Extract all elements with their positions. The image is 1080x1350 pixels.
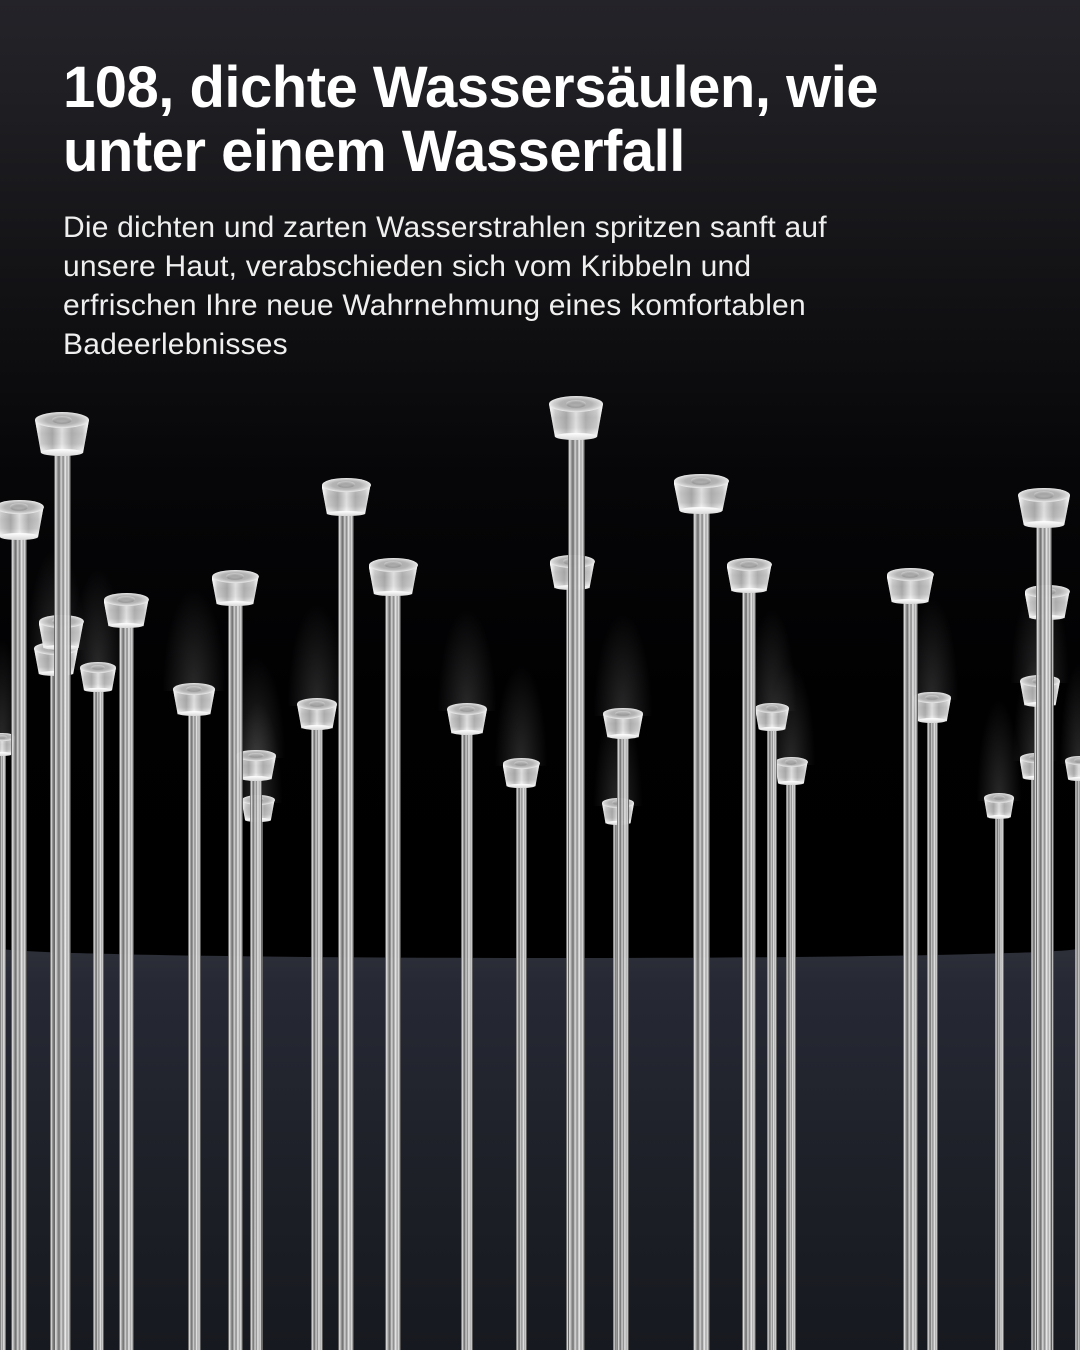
jet-nozzle-cap	[369, 558, 418, 595]
jet-water-column	[385, 588, 401, 1350]
jet-glow	[748, 611, 796, 711]
nozzle-cap-hole	[226, 573, 244, 580]
body-line-3: erfrischen Ihre neue Wahrnehmung eines komfortablen	[63, 289, 806, 322]
jet-water-column	[568, 430, 585, 1350]
nozzle-cap-hole	[691, 477, 712, 484]
nozzle-cap-foot	[327, 511, 364, 517]
jet-nozzle-cap	[34, 642, 78, 675]
jet-water-column	[903, 596, 918, 1350]
jet-glow	[72, 570, 125, 670]
nozzle-cap-foot	[39, 671, 72, 676]
jet-nozzle-cap	[674, 474, 729, 512]
nozzle-cap-hole	[337, 481, 356, 488]
nozzle-cap-rim	[549, 396, 603, 412]
nozzle-cap-body	[212, 577, 259, 605]
jet-water-column	[228, 598, 243, 1350]
jet-nozzle-cap	[913, 692, 951, 722]
nozzle-cap-body	[447, 709, 487, 734]
nozzle-cap-foot	[555, 585, 589, 590]
nozzle-cap-body	[887, 575, 934, 603]
nozzle-cap-hole	[514, 761, 528, 767]
jet-glow	[906, 600, 959, 700]
nozzle-cap-rim	[755, 703, 789, 713]
jet-water-column	[693, 504, 710, 1350]
nozzle-cap-body	[0, 507, 44, 538]
jet-nozzle-cap	[212, 570, 259, 605]
nozzle-cap-rim	[39, 615, 84, 628]
jet-water-column	[1041, 612, 1054, 1350]
nozzle-cap-body	[755, 708, 789, 730]
nozzle-cap-foot	[245, 818, 270, 822]
nozzle-cap-rim	[503, 758, 540, 769]
jet-water-column	[742, 585, 756, 1350]
jet-water-column	[566, 582, 579, 1350]
jet-nozzle-cap	[173, 683, 215, 715]
jet-glow	[0, 641, 21, 741]
nozzle-cap-rim	[297, 698, 337, 710]
nozzle-cap-foot	[1068, 777, 1080, 781]
jet-glow	[163, 591, 225, 691]
nozzle-cap-hole	[566, 400, 587, 408]
nozzle-cap-foot	[608, 734, 638, 739]
jet-water-column	[786, 779, 796, 1350]
nozzle-cap-hole	[52, 618, 69, 624]
headline-line-2: unter einem Wasserfall	[63, 119, 685, 184]
nozzle-cap-body	[549, 404, 603, 438]
jet-water-column	[11, 530, 27, 1350]
nozzle-cap-hole	[91, 665, 105, 671]
nozzle-cap-rim	[369, 558, 418, 572]
headline-line-1: 108, dichte Wassersäulen, wie	[63, 55, 879, 120]
nozzle-cap-rim	[984, 793, 1014, 803]
nozzle-cap-foot	[1023, 776, 1047, 780]
nozzle-cap-rim	[602, 798, 634, 808]
jet-nozzle-cap	[297, 698, 337, 729]
jet-water-column	[1031, 774, 1040, 1350]
jet-nozzle-cap	[0, 733, 15, 755]
nozzle-cap-hole	[10, 503, 29, 510]
nozzle-cap-hole	[901, 571, 919, 578]
body-line-1: Die dichten und zarten Wasserstrahlen spritzen sanft auf	[63, 211, 827, 244]
nozzle-cap-rim	[1025, 585, 1070, 598]
nozzle-cap-foot	[0, 533, 37, 539]
jet-water-column	[119, 620, 134, 1350]
nozzle-cap-body	[1020, 681, 1060, 706]
nozzle-cap-foot	[759, 727, 785, 731]
headline	[63, 56, 1044, 184]
nozzle-cap-body	[39, 621, 84, 649]
jet-glow	[438, 611, 496, 711]
nozzle-cap-rim	[34, 642, 78, 655]
jet-water-column	[927, 716, 938, 1350]
nozzle-cap-rim	[212, 570, 259, 583]
nozzle-cap-hole	[1074, 758, 1080, 763]
nozzle-cap-hole	[252, 797, 265, 802]
nozzle-cap-rim	[1020, 753, 1051, 763]
nozzle-cap-hole	[785, 759, 798, 764]
nozzle-cap-foot	[109, 623, 143, 628]
jet-nozzle-cap	[984, 793, 1014, 818]
jet-water-column	[516, 781, 527, 1350]
nozzle-cap-rim	[322, 478, 371, 492]
jet-water-column	[54, 446, 71, 1350]
nozzle-cap-foot	[778, 781, 803, 785]
nozzle-cap-body	[236, 756, 276, 780]
nozzle-cap-rim	[0, 733, 15, 741]
nozzle-cap-body	[369, 565, 418, 595]
nozzle-cap-hole	[384, 561, 403, 568]
nozzle-cap-rim	[775, 757, 808, 767]
jet-nozzle-cap	[80, 662, 116, 691]
body-line-2: unsere Haut, verabschieden sich vom Kribbeln und	[63, 250, 752, 283]
nozzle-cap-body	[727, 564, 772, 592]
jet-glow	[977, 701, 1020, 801]
nozzle-cap-rim	[887, 568, 934, 581]
nozzle-cap-foot	[241, 776, 271, 781]
jet-water-column	[93, 685, 104, 1350]
nozzle-cap-rim	[913, 692, 951, 703]
nozzle-cap-rim	[1018, 488, 1070, 502]
nozzle-cap-body	[80, 668, 116, 691]
nozzle-cap-rim	[35, 412, 89, 428]
jet-water-column	[50, 668, 62, 1350]
nozzle-cap-hole	[248, 753, 263, 759]
nozzle-cap-foot	[918, 718, 947, 723]
nozzle-cap-rim	[236, 750, 276, 761]
nozzle-cap-body	[602, 803, 634, 824]
nozzle-cap-foot	[217, 601, 253, 607]
jet-glow	[594, 706, 642, 806]
nozzle-cap-body	[297, 704, 337, 729]
jet-nozzle-cap	[503, 758, 540, 787]
jet-nozzle-cap	[447, 703, 487, 734]
jet-water-column	[311, 723, 323, 1350]
jet-nozzle-cap	[550, 555, 595, 589]
nozzle-cap-hole	[563, 558, 580, 564]
jet-nozzle-cap	[755, 703, 789, 730]
nozzle-cap-rim	[727, 558, 772, 571]
jet-nozzle-cap	[242, 795, 275, 821]
nozzle-cap-hole	[925, 695, 939, 701]
jet-water-column	[188, 709, 201, 1350]
nozzle-cap-hole	[48, 645, 65, 651]
nozzle-cap-rim	[80, 662, 116, 673]
text-block	[63, 56, 1044, 364]
nozzle-cap-foot	[0, 752, 12, 756]
nozzle-cap-body	[603, 714, 643, 738]
jet-nozzle-cap	[104, 593, 149, 627]
nozzle-cap-hole	[309, 701, 324, 707]
jet-nozzle-cap	[603, 708, 643, 738]
nozzle-cap-hole	[993, 795, 1004, 800]
nozzle-cap-foot	[988, 815, 1011, 819]
jet-water-column	[1036, 518, 1052, 1350]
jet-nozzle-cap	[236, 750, 276, 780]
nozzle-cap-hole	[1029, 755, 1041, 760]
nozzle-cap-hole	[740, 561, 757, 567]
nozzle-cap-body	[913, 698, 951, 722]
jet-water-column	[995, 813, 1004, 1350]
nozzle-cap-rim	[242, 795, 275, 805]
jet-water-column	[253, 816, 263, 1350]
jet-glow	[1060, 664, 1080, 764]
jet-nozzle-cap	[727, 558, 772, 592]
nozzle-cap-rim	[1020, 675, 1060, 687]
nozzle-cap-body	[0, 737, 15, 755]
nozzle-cap-hole	[0, 735, 7, 739]
nozzle-cap-rim	[447, 703, 487, 715]
jet-glow	[1013, 661, 1056, 761]
body-line-4: Badeerlebnisses	[63, 328, 288, 361]
jet-glow	[234, 703, 282, 803]
jet-water-column	[617, 732, 629, 1350]
nozzle-cap-hole	[1034, 491, 1054, 498]
nozzle-cap-body	[1020, 758, 1051, 779]
jet-water-column	[613, 819, 623, 1350]
jet-nozzle-cap	[1018, 488, 1070, 526]
nozzle-cap-foot	[892, 599, 928, 605]
jet-nozzle-cap	[1065, 756, 1080, 780]
jet-water-column	[767, 725, 777, 1350]
nozzle-cap-rim	[603, 708, 643, 719]
nozzle-cap-body	[104, 599, 149, 627]
nozzle-cap-hole	[612, 800, 624, 805]
nozzle-cap-foot	[302, 725, 332, 730]
nozzle-cap-foot	[452, 730, 482, 735]
nozzle-cap-body	[34, 648, 78, 675]
nozzle-cap-hole	[766, 705, 779, 710]
nozzle-cap-foot	[1024, 521, 1064, 527]
jet-water-column	[55, 642, 68, 1350]
jet-glow	[288, 606, 346, 706]
jet-nozzle-cap	[775, 757, 808, 784]
nozzle-cap-hole	[52, 416, 73, 424]
jet-water-column	[338, 508, 354, 1350]
nozzle-cap-body	[674, 481, 729, 512]
jet-water-column	[0, 751, 6, 1350]
jet-water-column	[250, 774, 262, 1350]
jet-glow	[767, 665, 815, 765]
nozzle-cap-foot	[41, 449, 82, 456]
jet-nozzle-cap	[35, 412, 89, 454]
jet-water-column	[461, 728, 473, 1350]
nozzle-cap-foot	[680, 507, 722, 513]
body-text	[63, 208, 1044, 364]
nozzle-cap-foot	[555, 433, 596, 440]
nozzle-cap-rim	[104, 593, 149, 606]
nozzle-cap-body	[35, 420, 89, 454]
nozzle-cap-hole	[615, 711, 630, 717]
nozzle-cap-body	[775, 762, 808, 784]
jet-nozzle-cap	[549, 396, 603, 438]
jet-nozzle-cap	[1020, 675, 1060, 706]
nozzle-cap-foot	[374, 591, 411, 597]
nozzle-cap-body	[173, 689, 215, 715]
nozzle-cap-foot	[732, 588, 766, 593]
nozzle-cap-rim	[0, 500, 44, 514]
jet-nozzle-cap	[0, 500, 44, 538]
nozzle-cap-foot	[44, 645, 78, 650]
jet-nozzle-cap	[602, 798, 634, 824]
nozzle-cap-hole	[1038, 588, 1055, 594]
nozzle-cap-body	[550, 561, 595, 589]
nozzle-cap-rim	[1065, 756, 1080, 765]
jet-nozzle-cap	[1020, 753, 1051, 779]
nozzle-cap-hole	[186, 686, 202, 692]
jet-glow	[594, 616, 652, 716]
jet-nozzle-cap	[887, 568, 934, 603]
nozzle-cap-hole	[117, 596, 134, 602]
jet-glow	[495, 666, 548, 766]
nozzle-cap-foot	[178, 711, 210, 716]
jet-nozzle-cap	[1025, 585, 1070, 619]
nozzle-cap-body	[503, 764, 540, 787]
nozzle-cap-rim	[173, 683, 215, 695]
nozzle-cap-hole	[459, 706, 474, 712]
nozzle-cap-body	[1025, 591, 1070, 619]
nozzle-cap-body	[322, 485, 371, 515]
jet-nozzle-cap	[39, 615, 84, 649]
nozzle-cap-foot	[1025, 702, 1055, 707]
nozzle-cap-hole	[1032, 678, 1047, 684]
jet-water-column	[1034, 700, 1046, 1350]
nozzle-cap-body	[984, 798, 1014, 818]
nozzle-cap-body	[1065, 761, 1080, 780]
nozzle-cap-foot	[1030, 615, 1064, 620]
nozzle-cap-body	[1018, 495, 1070, 526]
nozzle-cap-body	[242, 800, 275, 821]
jet-nozzle-cap	[322, 478, 371, 515]
nozzle-cap-rim	[674, 474, 729, 488]
jet-glow	[1011, 583, 1069, 683]
jet-water-column	[1075, 775, 1080, 1350]
jet-glow	[227, 658, 285, 758]
nozzle-cap-foot	[507, 784, 535, 789]
nozzle-cap-rim	[550, 555, 595, 568]
nozzle-cap-foot	[606, 821, 630, 825]
nozzle-cap-foot	[84, 688, 111, 693]
jet-glow	[27, 550, 85, 650]
